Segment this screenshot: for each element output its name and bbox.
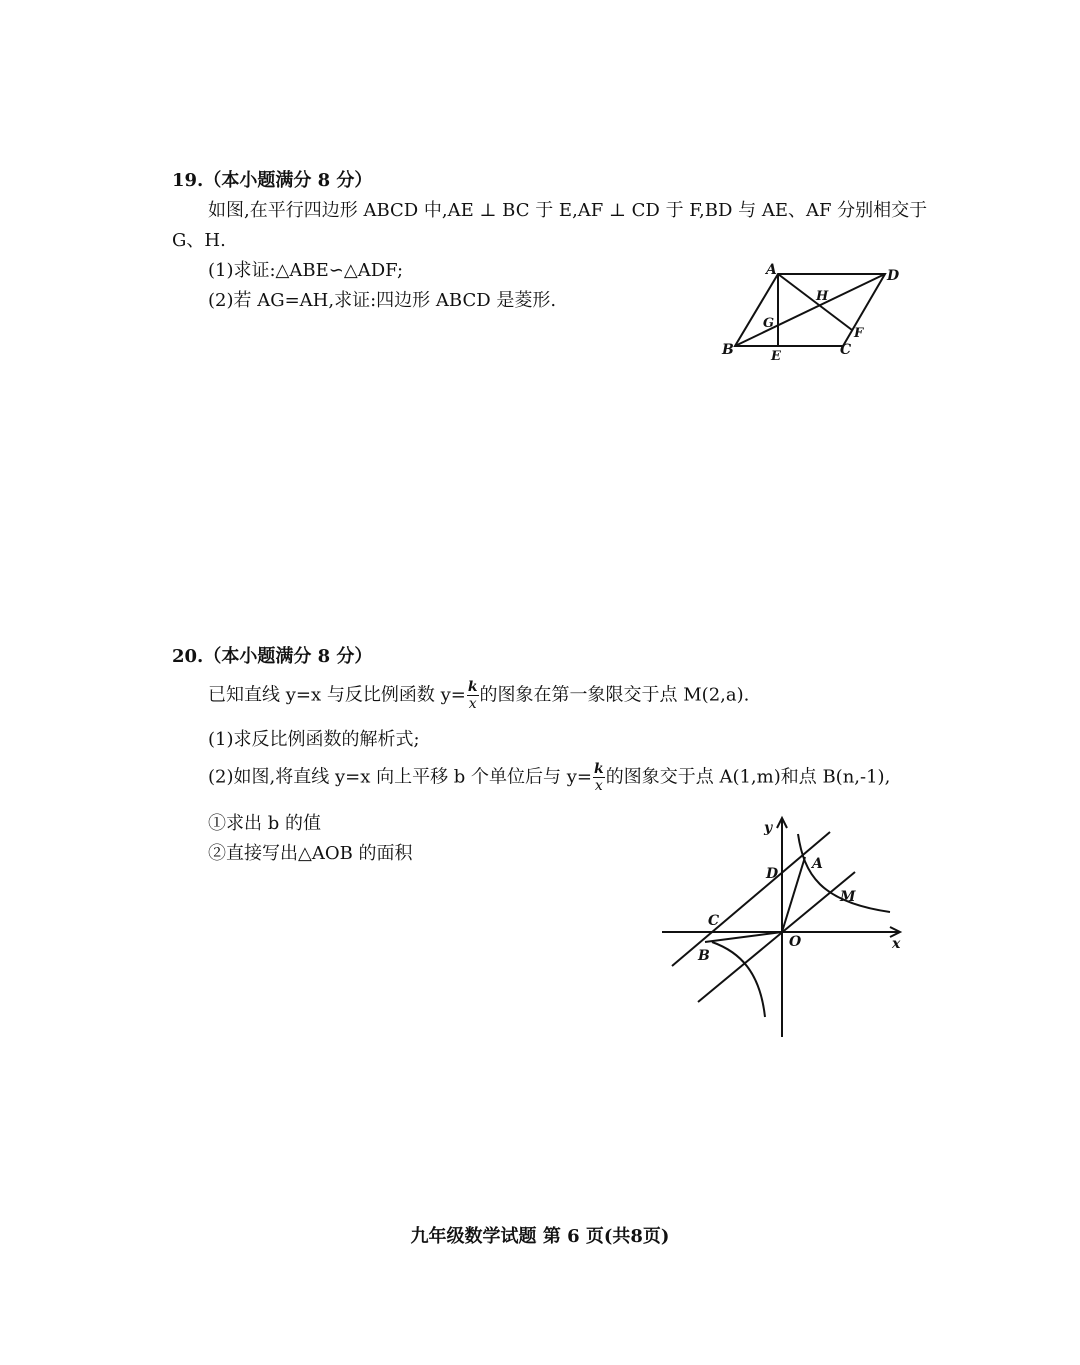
label-y: y [764, 820, 773, 836]
q20-stem-post: 的图象在第一象限交于点 M(2,a). [479, 684, 750, 706]
label-x: x [892, 936, 901, 952]
label-c: C [840, 342, 852, 358]
q20-part2-post: 的图象交于点 A(1,m)和点 B(n,-1), [605, 766, 891, 788]
segment-oa [782, 857, 805, 932]
label-a: A [812, 856, 823, 872]
shifted-line [672, 832, 830, 966]
q19-stem-line1: 如图,在平行四边形 ABCD 中,AE ⊥ BC 于 E,AF ⊥ CD 于 F,BD 与 AE、AF 分别相交于 [208, 200, 928, 221]
line-y-equals-x [698, 872, 855, 1002]
label-f: F [854, 326, 864, 341]
label-o: O [789, 934, 802, 950]
q20-sub1: ①求出 b 的值 [208, 813, 321, 834]
q19-part2: (2)若 AG=AH,求证:四边形 ABCD 是菱形. [208, 290, 557, 311]
label-b: B [722, 342, 734, 358]
label-h: H [816, 289, 829, 304]
fraction-k-over-x-2 [593, 762, 605, 793]
fraction-denominator: x [468, 696, 477, 712]
q20-header: 20.（本小题满分 8 分） [172, 646, 373, 667]
fraction-numerator-2: k [594, 761, 604, 777]
label-e: E [771, 349, 781, 364]
page-footer: 九年级数学试题 第 6 页(共8页) [410, 1226, 670, 1247]
label-b: B [698, 948, 710, 964]
q20-stem-pre: 已知直线 y=x 与反比例函数 y= [208, 684, 466, 706]
segment-ob [705, 932, 782, 942]
fraction-numerator: k [467, 679, 478, 695]
label-c: C [708, 913, 720, 929]
q19-part1: (1)求证:△ABE∽△ADF; [208, 260, 404, 281]
q19-parallelogram-figure [700, 250, 920, 380]
fraction-k-over-x [467, 680, 479, 711]
q20-stem [208, 680, 749, 711]
q20-part1: (1)求反比例函数的解析式; [208, 729, 420, 750]
q20-part2 [208, 762, 890, 793]
q19-header: 19.（本小题满分 8 分） [172, 170, 373, 191]
label-g: G [763, 316, 775, 331]
q19-stem-line2: G、H. [172, 230, 226, 251]
label-d: D [887, 268, 900, 284]
q20-part2-pre: (2)如图,将直线 y=x 向上平移 b 个单位后与 y= [208, 766, 593, 788]
q20-coordinate-figure [650, 812, 920, 1047]
label-m: M [840, 889, 856, 905]
segment-af [778, 274, 852, 330]
label-a: A [766, 262, 777, 278]
q20-sub2: ②直接写出△AOB 的面积 [208, 843, 413, 864]
label-d: D [766, 866, 779, 882]
fraction-denominator-2: x [594, 778, 603, 794]
